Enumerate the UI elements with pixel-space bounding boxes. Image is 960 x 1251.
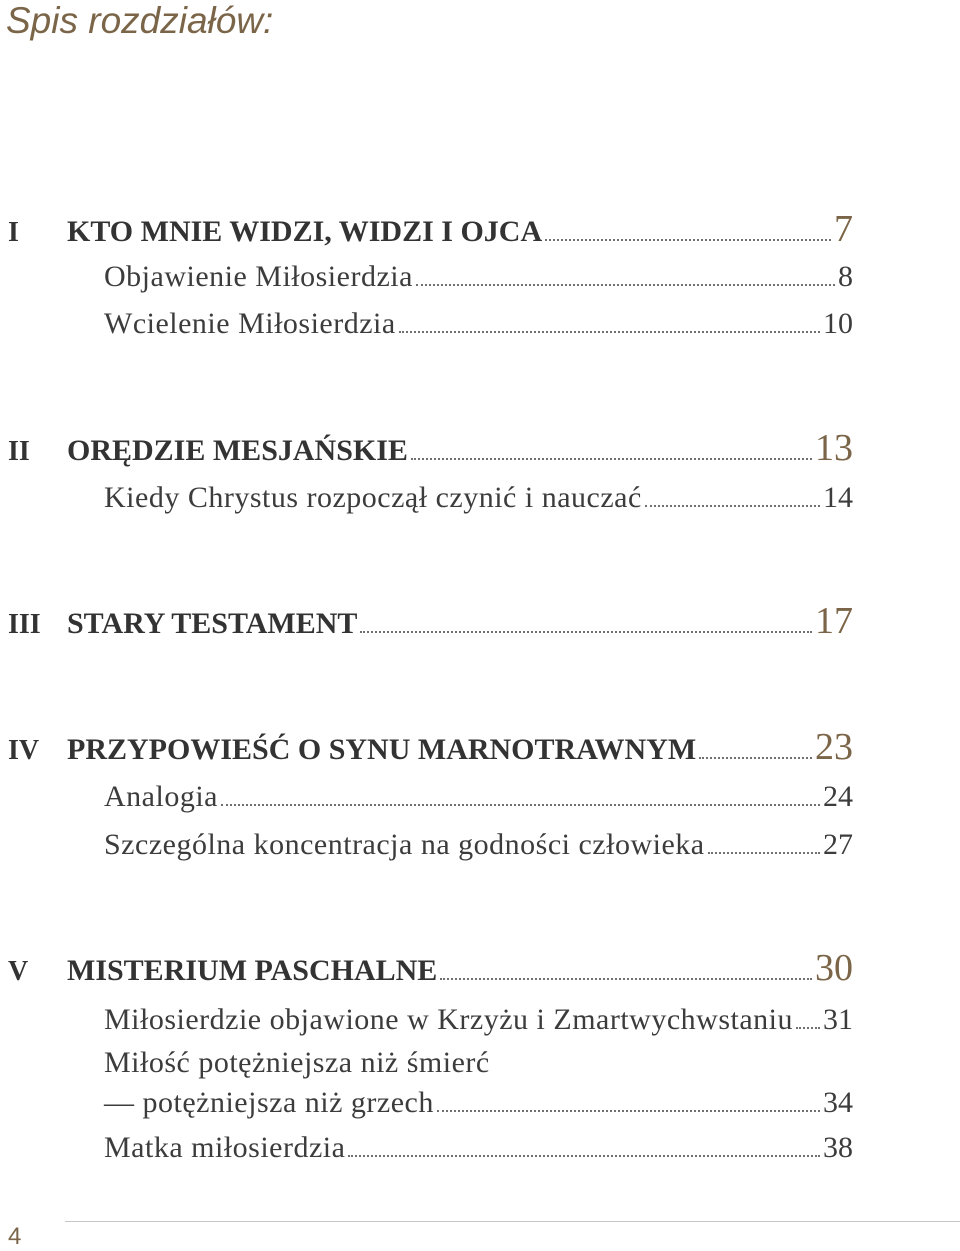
toc-section [104, 260, 853, 294]
chapter-numeral: I [8, 217, 19, 248]
chapter-numeral: III [8, 609, 41, 640]
section-page-number: 27 [823, 828, 853, 861]
section-page-number: 8 [838, 260, 853, 293]
dot-leader [221, 804, 820, 806]
dot-leader [411, 458, 812, 460]
page-title: Spis rozdziałów: [6, 0, 274, 41]
toc-section [104, 1003, 853, 1037]
toc-section [104, 780, 853, 814]
chapter-page-number: 23 [815, 726, 853, 768]
footer-rule [65, 1221, 960, 1222]
dot-leader [416, 284, 835, 286]
toc-section [104, 481, 853, 515]
footer-page-number: 4 [8, 1223, 22, 1250]
section-page-number: 10 [823, 307, 853, 340]
chapter-title: KTO MNIE WIDZI, WIDZI I OJCA [67, 215, 543, 248]
dot-leader [645, 505, 820, 507]
dot-leader [440, 978, 812, 980]
chapter-page-number: 30 [815, 947, 853, 989]
toc-chapter-4 [8, 726, 853, 768]
section-title: Analogia [104, 780, 218, 813]
chapter-numeral: V [8, 956, 29, 987]
section-title: Matka miłosierdzia [104, 1131, 346, 1164]
section-title: Kiedy Chrystus rozpoczął czynić i nauczać [104, 481, 642, 514]
section-page-number: 34 [823, 1086, 853, 1119]
dot-leader [796, 1027, 820, 1029]
toc-section [104, 828, 853, 862]
toc-chapter-3 [8, 600, 853, 642]
section-title: Objawienie Miłosierdzia [104, 260, 413, 293]
toc-section [104, 307, 853, 341]
dot-leader [360, 631, 812, 633]
section-title: Wcielenie Miłosierdzia [104, 307, 396, 340]
section-title-line: — potężniejsza niż grzech [104, 1086, 434, 1119]
toc-chapter-1 [8, 208, 853, 250]
dot-leader [699, 757, 812, 759]
section-title: Szczególna koncentracja na godności człowieka [104, 828, 705, 861]
chapter-title: PRZYPOWIEŚĆ O SYNU MARNOTRAWNYM [67, 733, 697, 766]
section-title-line: Miłość potężniejsza niż śmierć [104, 1046, 490, 1079]
dot-leader [399, 331, 820, 333]
dot-leader [545, 239, 831, 241]
chapter-title: STARY TESTAMENT [67, 607, 358, 640]
dot-leader [437, 1110, 820, 1112]
chapter-title: MISTERIUM PASCHALNE [67, 954, 438, 987]
toc-section-line-2 [104, 1086, 853, 1120]
toc-section-line-1 [104, 1046, 853, 1080]
chapter-title: ORĘDZIE MESJAŃSKIE [67, 434, 408, 467]
chapter-page-number: 7 [834, 208, 853, 250]
toc-section [104, 1131, 853, 1165]
section-title: Miłosierdzie objawione w Krzyżu i Zmartwychwstaniu [104, 1003, 793, 1036]
section-page-number: 14 [823, 481, 853, 514]
toc-chapter-2 [8, 427, 853, 469]
toc-chapter-5 [8, 947, 853, 989]
chapter-page-number: 17 [815, 600, 853, 642]
section-page-number: 38 [823, 1131, 853, 1164]
chapter-numeral: IV [8, 735, 40, 766]
chapter-numeral: II [8, 436, 30, 467]
dot-leader [708, 852, 820, 854]
section-page-number: 24 [823, 780, 853, 813]
chapter-page-number: 13 [815, 427, 853, 469]
dot-leader [348, 1155, 820, 1157]
section-page-number: 31 [823, 1003, 853, 1036]
